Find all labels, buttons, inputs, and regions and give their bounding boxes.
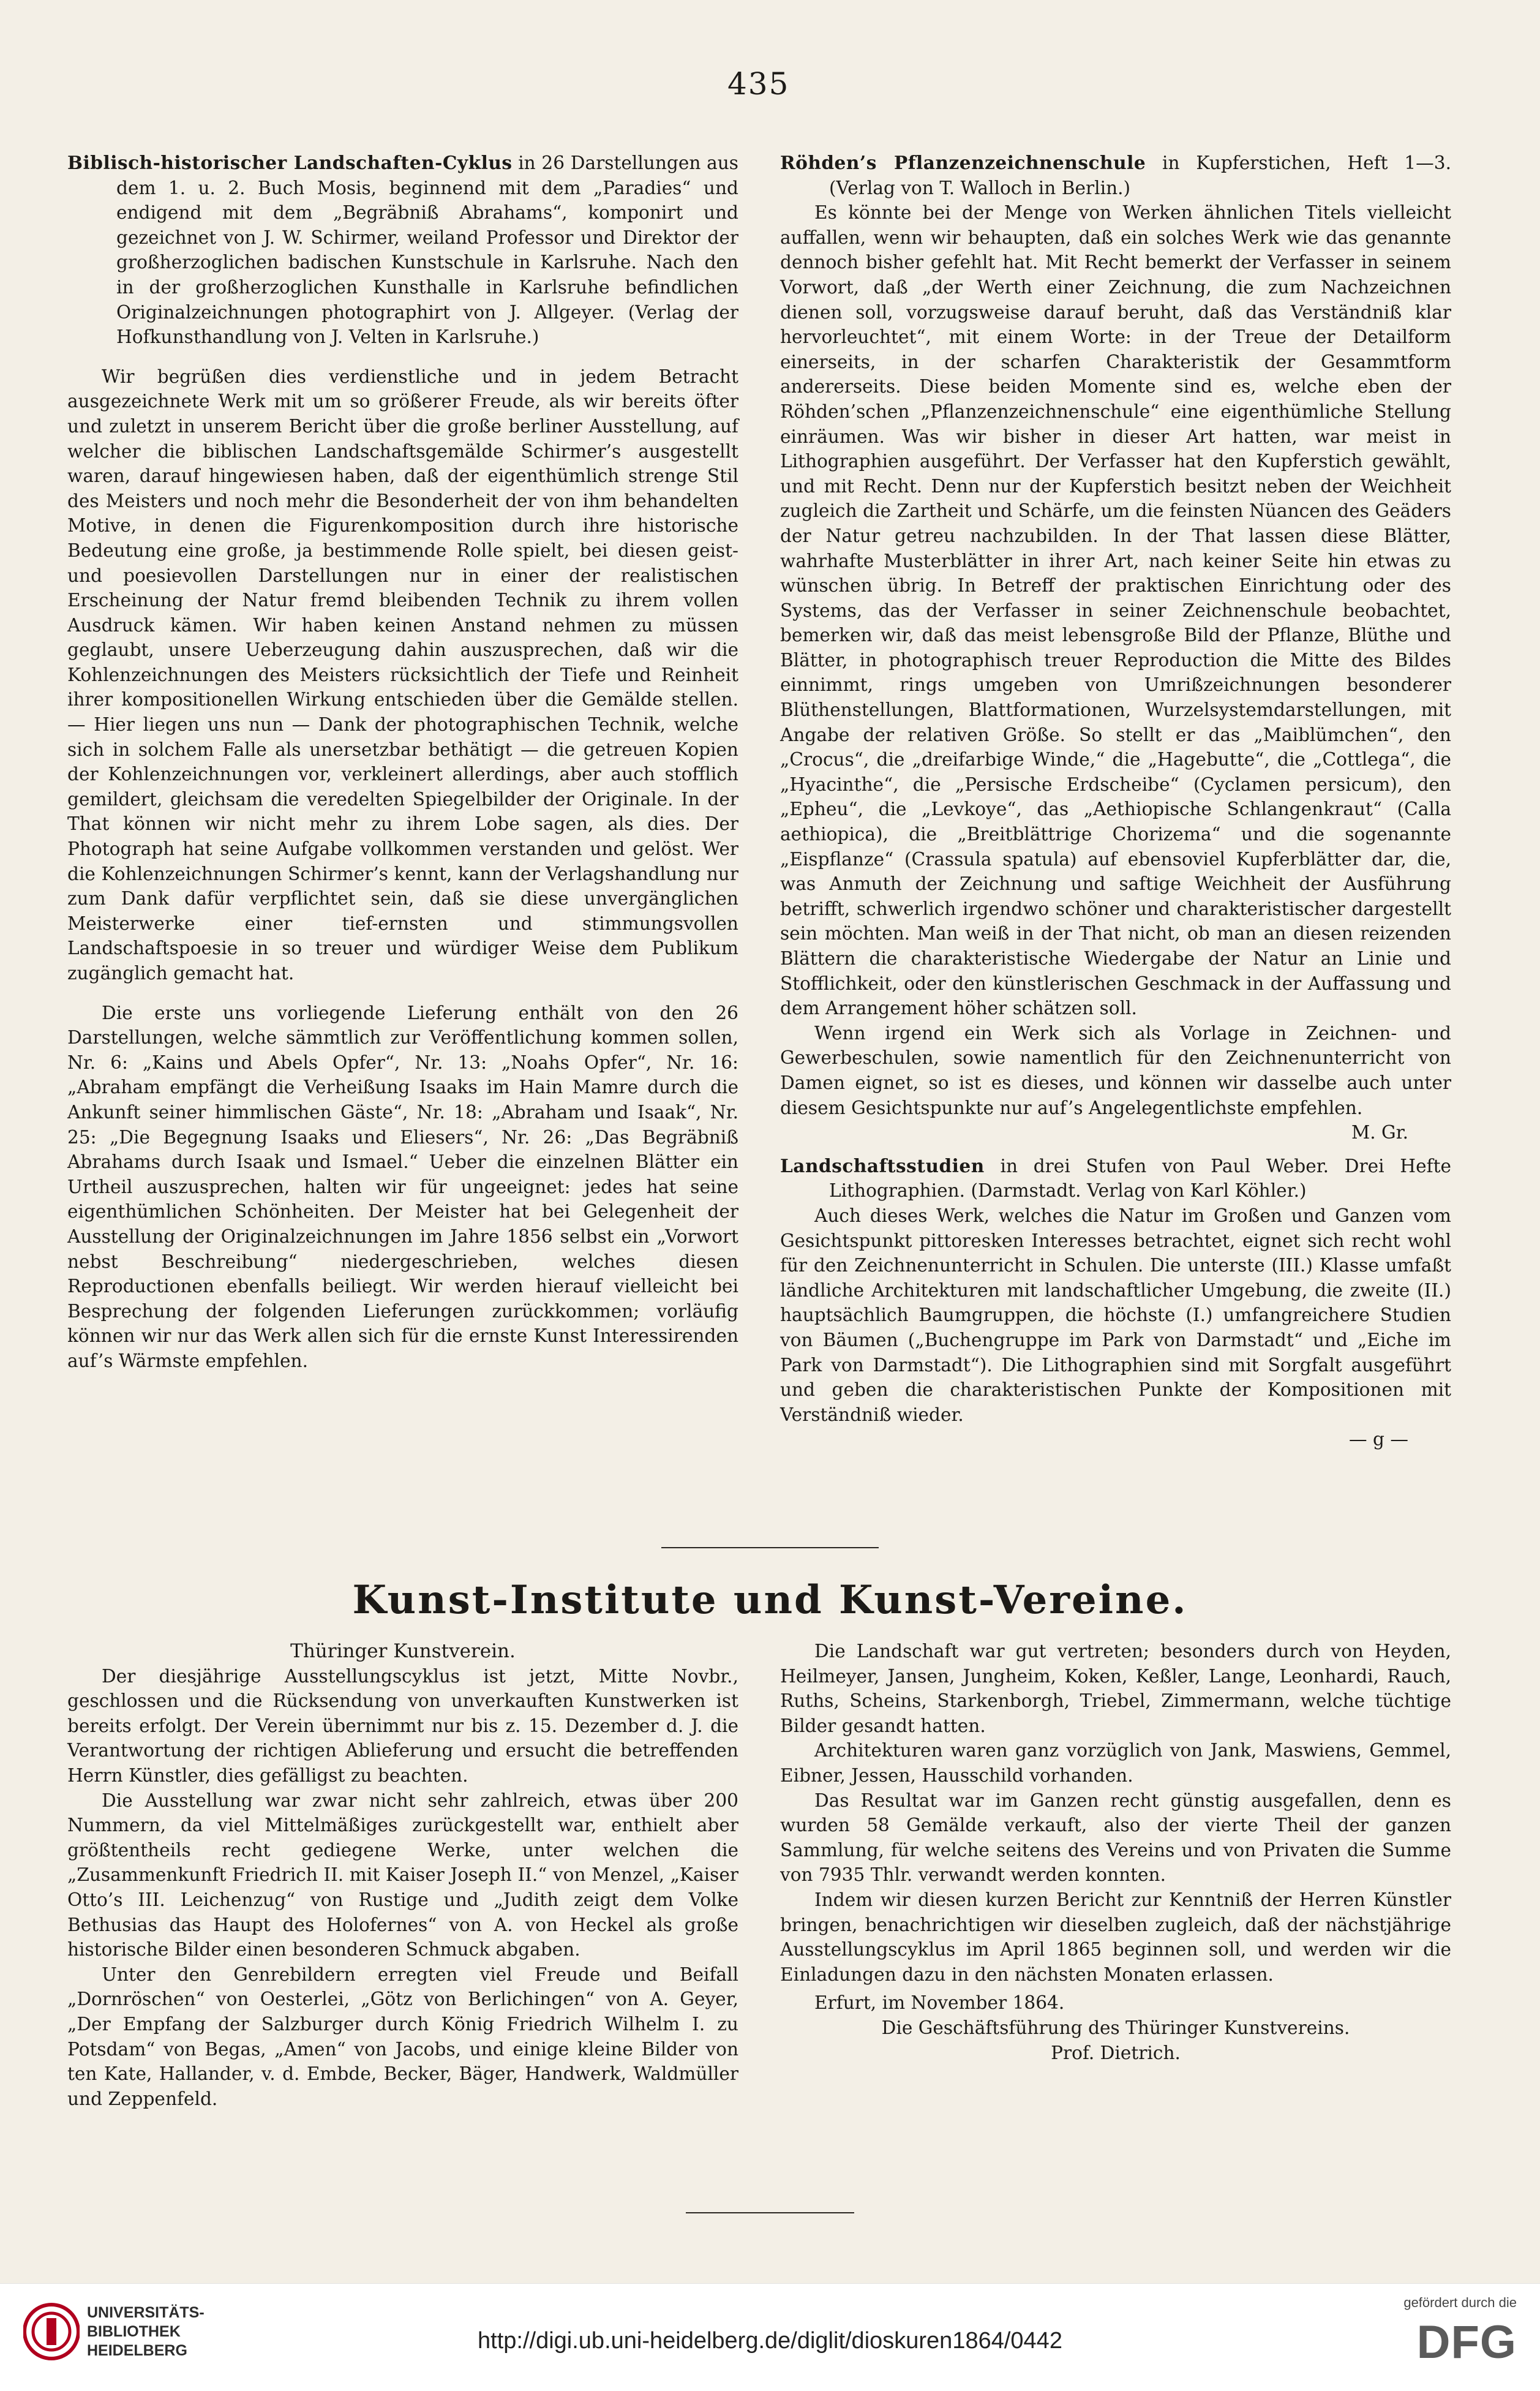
- permalink-url[interactable]: http://digi.ub.uni-heidelberg.de/diglit/dioskuren1864/0442: [478, 2328, 1062, 2354]
- place-date: Erfurt, im November 1864.: [814, 1992, 1065, 2014]
- section-paragraph: Das Resultat war im Ganzen recht günstig ausgefallen, denn es wurden 58 Gemälde verkauft, also der vierte Theil der ganzen Sammlung, für welche seitens des Vereins und von Privaten die Summe von 7935 Thlr. verwandt werden konnten.: [780, 1790, 1451, 1886]
- section-right-column: [780, 1639, 1451, 2065]
- review-entry-header: [67, 151, 738, 350]
- right-column: [780, 151, 1451, 1452]
- section-paragraph: Architekturen waren ganz vorzüglich von Jank, Maswiens, Gemmel, Eibner, Jessen, Hausschild vorhanden.: [780, 1740, 1451, 1786]
- library-name-line: BIBLIOTHEK: [87, 2323, 181, 2340]
- section-left-column: [67, 1639, 738, 2111]
- entry-title: Röhden’s Pflanzenzeichnenschule: [780, 152, 1146, 173]
- section-subheading: Thüringer Kunstverein.: [290, 1640, 516, 1662]
- dfg-logo[interactable]: DFG: [1416, 2316, 1517, 2368]
- review-signature: — g —: [1349, 1429, 1408, 1450]
- end-divider: [686, 2212, 854, 2213]
- review-signature: M. Gr.: [1351, 1122, 1408, 1143]
- review-paragraph: Die erste uns vorliegende Lieferung enthält von den 26 Darstellungen, welche sämmtlich zur Veröffentlichung kommen sollen, Nr. 6: „Kains und Abels Opfer“, Nr. 13: „Noahs Opfer“, Nr. 16: „Abraham empfängt die Verheißung Isaaks im Hain Mamre durch die Ankunft seiner himmlischen Gäste“, Nr. 18: „Abraham und Isaak“, Nr. 25: „Die Begegnung Isaaks und Eliesers“, Nr. 26: „Das Begräbniß Abrahams durch Isaak und Ismael.“ Ueber die einzelnen Blätter ein Urtheil auszusprechen, halten wir für ungeeignet: jedes hat seine eigenthümlichen Schönheiten. Der Meister hat bei Gelegenheit der Ausstellung der Originalzeichnungen im Jahre 1856 selbst ein „Vorwort nebst Beschreibung“ niedergeschrieben, welches diesen Reproductionen ebenfalls beiliegt. Wir werden hierauf vielleicht bei Besprechung der folgenden Lieferungen zurückkommen; vorläufig können wir nur das Werk allen sich für die ernste Kunst Interessirenden auf’s Wärmste empfehlen.: [67, 1002, 738, 1371]
- section-paragraph: Der diesjährige Ausstellungscyklus ist jetzt, Mitte Novbr., geschlossen und die Rücksendung von unverkauften Kunstwerken ist bereits erfolgt. Der Verein übernimmt nur bis z. 15. Dezember d. J. die Verantwortung der richtigen Ablieferung und ersucht die betreffenden Herrn Künstler, dies gefälligst zu beachten.: [67, 1665, 738, 1786]
- review-paragraph: Wenn irgend ein Werk sich als Vorlage in Zeichnen- und Gewerbeschulen, sowie namentlich für den Zeichnenunterricht von Damen eignet, so ist es dieses, und können wir dasselbe auch unter diesem Gesichtspunkte nur auf’s Angelegentlichste empfehlen.: [780, 1022, 1451, 1118]
- section-heading: Kunst-Institute und Kunst-Vereine.: [352, 1577, 1188, 1623]
- review-entry-header: [780, 1154, 1451, 1203]
- section-paragraph: Die Ausstellung war zwar nicht sehr zahlreich, etwas über 200 Nummern, da viel Mittelmäßiges zurückgestellt war, enthielt aber größtentheils recht gediegene Werke, unter welchen die „Zusammenkunft Friedrich II. mit Kaiser Joseph II.“ von Menzel, „Kaiser Otto’s III. Leichenzug“ von Rustige und „Judith zeigt dem Volke Bethusias das Haupt des Holofernes“ von A. von Heckel als große historische Bilder einen besonderen Schmuck abgaben.: [67, 1790, 738, 1960]
- entry-title: Landschaftsstudien: [780, 1154, 985, 1177]
- section-paragraph: Indem wir diesen kurzen Bericht zur Kenntniß der Herren Künstler bringen, benachrichtigen wir dieselben zugleich, daß der nächstjährige Ausstellungscyklus im April 1865 beginnen soll, und werden wir die Einladungen dazu in den nächsten Monaten erlassen.: [780, 1889, 1451, 1985]
- section-paragraph: Die Landschaft war gut vertreten; besonders durch von Heyden, Heilmeyer, Jansen, Jungheim, Koken, Keßler, Lange, Leonhardi, Rauch, Ruths, Scheins, Starkenborgh, Triebel, Zimmermann, welche tüchtige Bilder gesandt hatten.: [780, 1641, 1451, 1736]
- section-paragraph: Unter den Genrebildern erregten viel Freude und Beifall „Dornröschen“ von Oesterlei, „Götz von Berlichingen“ von A. Geyer, „Der Empfang der Salzburger durch König Friedrich Wilhelm I. zu Potsdam“ von Begas, „Amen“ von Jacobs, und einige kleine Bilder von ten Kate, Hallander, v. d. Embde, Becker, Bäger, Handwerk, Waldmüller und Zeppenfeld.: [67, 1964, 738, 2109]
- library-name-line: UNIVERSITÄTS-: [87, 2304, 205, 2321]
- entry-title: Biblisch-historischer Landschaften-Cyklus: [67, 152, 513, 173]
- review-paragraph: Auch dieses Werk, welches die Natur im Großen und Ganzen vom Gesichtspunkt pittoresken Interesses betrachtet, eignet sich recht wohl für den Zeichnenunterricht in Schulen. Die unterste (III.) Klasse umfaßt ländliche Architekturen mit landschaftlicher Umgebung, die zweite (II.) hauptsächlich Baumgruppen, die höchste (I.) umfangreichere Studien von Bäumen („Buchengruppe im Park von Darmstadt“ und „Eiche im Park von Darmstadt“). Die Lithographien sind mit Sorgfalt ausgeführt und geben die charakteristischen Punkte der Kompositionen mit Verständniß wieder.: [780, 1205, 1451, 1425]
- digital-library-footer: [0, 2283, 1540, 2391]
- section-divider: [661, 1547, 879, 1548]
- left-column: [67, 151, 738, 1374]
- review-entry-header: [780, 151, 1451, 200]
- signature-name: Prof. Dietrich.: [1051, 2042, 1181, 2063]
- review-paragraph: Es könnte bei der Menge von Werken ähnlichen Titels vielleicht auffallen, wenn wir behaupten, daß ein solches Werk wie das genannte dennoch bisher gefehlt hat. Mit Recht bemerkt der Verfasser in seinem Vorwort, daß „der Werth einer Zeichnung, die zum Nachzeichnen dienen soll, vorzugsweise darauf beruht, daß das Verständniß klar hervorleuchtet“, mit einem Worte: in der Treue der Detailform einerseits, in der scharfen Charakteristik der Gesammtform andererseits. Diese beiden Momente sind es, welche eben der Röhden’schen „Pflanzenzeichnenschule“ eine eigenthümliche Stellung einräumen. Was wir bisher in dieser Art hatten, war meist in Lithographien ausgeführt. Der Verfasser hat den Kupferstich gewählt, und mit Recht. Denn nur der Kupferstich besitzt neben der Weichheit zugleich die Zartheit und Schärfe, um die feinsten Nüancen des Geäders der Natur getreu nachzubilden. In der That lassen diese Blätter, wahrhafte Musterblätter in ihrer Art, nach keiner Seite hin etwas zu wünschen übrig. In Betreff der praktischen Einrichtung oder des Systems, das der Verfasser in seiner Zeichnenschule beobachtet, bemerken wir, daß das meist lebensgroße Bild der Pflanze, Blüthe und Blätter, in photographisch treuer Reproduction die Mitte des Bildes einnimmt, rings umgeben von Umrißzeichnungen besonderer Blüthenstellungen, Blattformationen, Wurzelsystemdarstellungen, mit Angabe der relativen Größe. So stellt er das „Maiblümchen“, den „Crocus“, die „dreifarbige Winde,“ die „Hagebutte“, die „Cottlega“, die „Hyacinthe“, die „Persische Erdscheibe“ (Cyclamen persicum), den „Epheu“, die „Levkoye“, das „Aethiopische Schlangenkraut“ (Calla aethiopica), die „Breitblättrige Chorizema“ und die sogenannte „Eispflanze“ (Crassula spatula) auf ebensoviel Kupferblätter dar, die, was Anmuth der Zeichnung und saftige Weichheit der Ausführung betrifft, schwerlich irgendwo schöner und charakteristischer dargestellt sein möchten. Man weiß in der That nicht, ob man an diesen reizenden Blättern die charakteristische Wiedergabe der Natur an Linie und Stofflichkeit, oder den künstlerischen Geschmack in der Auffassung und dem Arrangement höher schätzen soll.: [780, 202, 1451, 1019]
- review-paragraph: Wir begrüßen dies verdienstliche und in jedem Betracht ausgezeichnete Werk mit um so größerer Freude, als wir bereits öfter und zuletzt in unserem Bericht über die große berliner Ausstellung, auf welcher die biblischen Landschaftsgemälde Schirmer’s ausgestellt waren, darauf hingewiesen haben, daß der eigenthümlich strenge Stil des Meisters und noch mehr die Besonderheit der von ihm behandelten Motive, in denen die Figurenkomposition durch ihre historische Bedeutung eine große, ja bestimmende Rolle spielt, bei diesen geist- und poesievollen Darstellungen nur in einer der realistischen Erscheinung der Natur fremd bleibenden Technik zu ihrem vollen Ausdruck kämen. Wir haben keinen Anstand nehmen zu müssen geglaubt, unsere Ueberzeugung dahin auszusprechen, daß wir die Kohlenzeichnungen des Meisters rücksichtlich der Tiefe und Reinheit ihrer kompositionellen Wirkung entschieden über die Gemälde stellen. — Hier liegen uns nun — Dank der photographischen Technik, welche sich in solchem Falle als unersetzbar bethätigt — die getreuen Kopien der Kohlenzeichnungen vor, verkleinert allerdings, aber auch stofflich gemildert, gleichsam die veredelten Spiegelbilder der Originale. In der That können wir nicht mehr zu ihrem Lobe sagen, als dies. Der Photograph hat seine Aufgabe vollkommen verstanden und gelöst. Wer die Kohlenzeichnungen Schirmer’s kennt, kann der Verlagshandlung nur zum Dank dafür verpflichtet sein, daß sie diese unvergänglichen Meisterwerke einer tief-ernsten und stimmungsvollen Landschaftspoesie in so treuer und würdiger Weise dem Publikum zugänglich gemacht hat.: [67, 366, 738, 984]
- library-name-line: HEIDELBERG: [87, 2342, 187, 2359]
- entry-bibliographic-info: in 26 Darstellungen aus dem 1. u. 2. Buch Mosis, beginnend mit dem „Paradies“ und endigend mit dem „Begräbniß Abrahams“, komponirt und gezeichnet von J. W. Schirmer, weiland Professor und Direktor der großherzoglichen badischen Kunstschule in Karlsruhe. Nach den in der großherzoglichen Kunsthalle in Karlsruhe befindlichen Originalzeichnungen photographirt von J. Allgeyer. (Verlag der Hofkunsthandlung von J. Velten in Karlsruhe.): [116, 152, 738, 348]
- sponsor-note: gefördert durch die: [1403, 2295, 1517, 2310]
- page-number: 435: [727, 66, 790, 102]
- entry-bibliographic-info: in Kupferstichen, Heft 1—3. (Verlag von T. Walloch in Berlin.): [829, 152, 1451, 198]
- entry-bibliographic-info: in drei Stufen von Paul Weber. Drei Hefte Lithographien. (Darmstadt. Verlag von Karl Köhler.): [829, 1155, 1451, 1202]
- signature-line: Die Geschäftsführung des Thüringer Kunstvereins.: [881, 2017, 1350, 2038]
